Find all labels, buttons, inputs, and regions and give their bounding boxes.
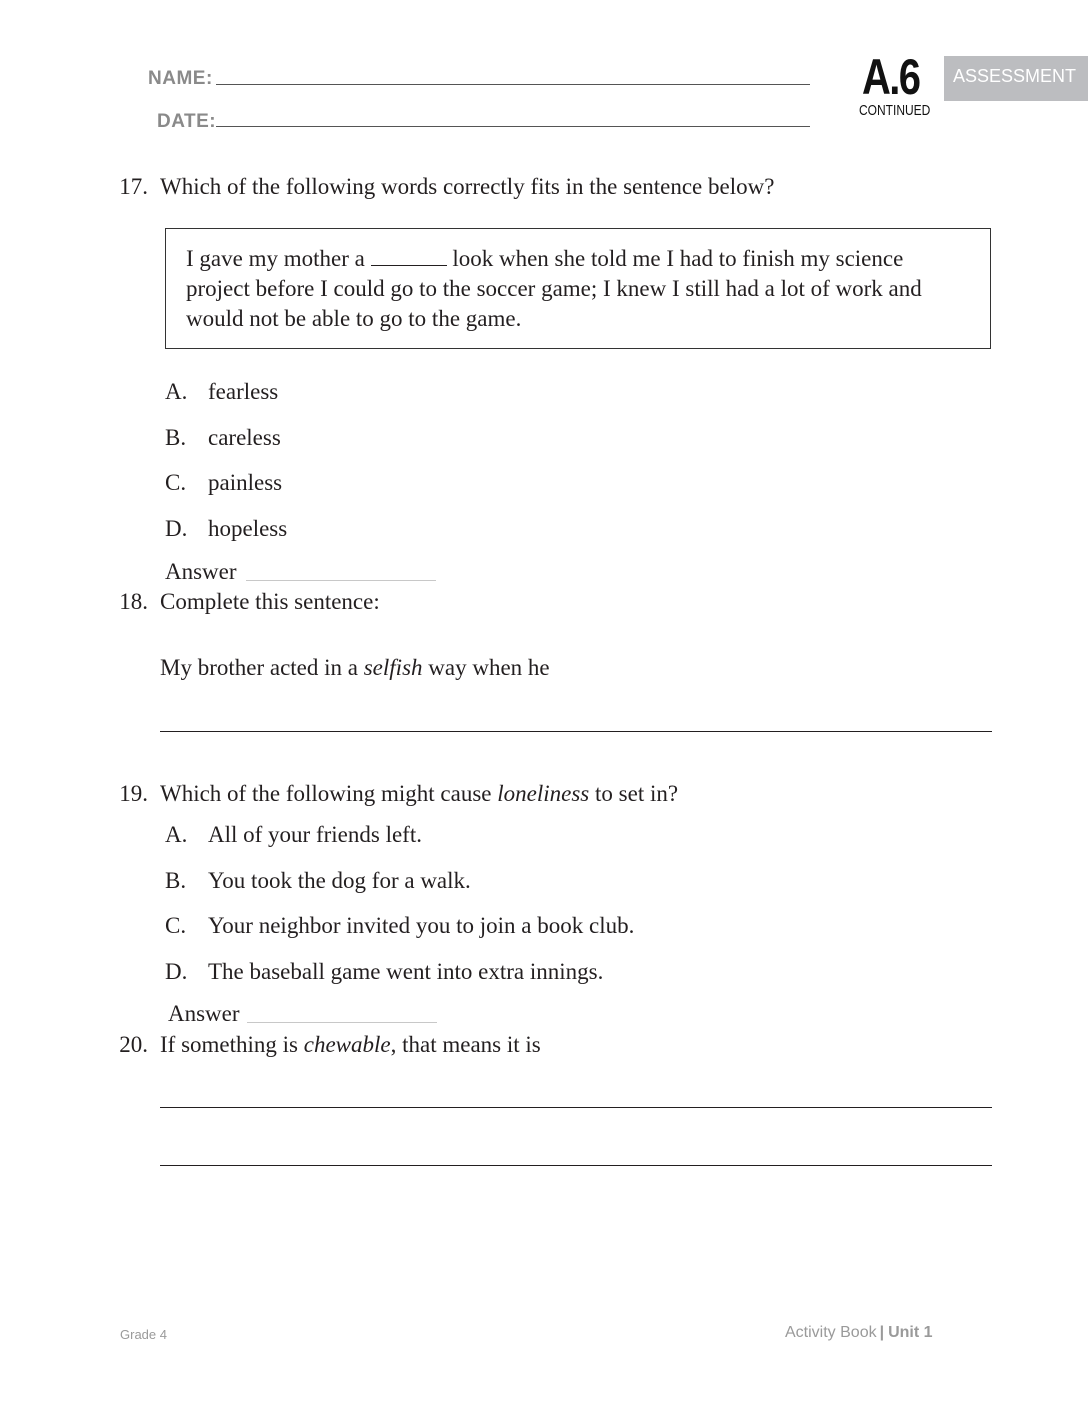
date-line[interactable]: [216, 126, 810, 127]
q18-sentence: [160, 653, 550, 683]
option-letter: B.: [165, 868, 187, 893]
q20-prompt: [160, 1030, 541, 1060]
continued-label: CONTINUED: [859, 102, 931, 119]
option-text: All of your friends left.: [208, 822, 422, 847]
option-text: painless: [208, 470, 283, 495]
option-letter: D.: [165, 516, 188, 541]
footer-grade: Grade 4: [120, 1327, 167, 1342]
option-text: fearless: [208, 379, 279, 404]
q17-blank: [371, 247, 447, 266]
q18-number: 18.: [119, 589, 148, 614]
q20-number: 20.: [119, 1032, 148, 1057]
option-text: The baseball game went into extra innings.: [208, 959, 604, 984]
q17-sentence-box: [165, 228, 991, 349]
footer-separator: |: [879, 1324, 885, 1341]
option-text: careless: [208, 425, 281, 450]
q19-prompt-end: to set in?: [589, 781, 679, 806]
q18-sentence-start: My brother acted in a: [160, 655, 364, 680]
activity-code: A.6: [862, 49, 920, 105]
q19-option-a[interactable]: [165, 820, 422, 850]
q20-prompt-end: , that means it is: [390, 1032, 541, 1057]
option-letter: C.: [165, 470, 187, 495]
option-letter: A.: [165, 379, 188, 404]
assessment-badge: ASSESSMENT: [944, 56, 1088, 101]
q17-option-d[interactable]: [165, 514, 287, 544]
option-text: Your neighbor invited you to join a book club.: [208, 913, 635, 938]
q18-sentence-end: way when he: [422, 655, 550, 680]
date-label: DATE:: [157, 111, 217, 132]
name-line[interactable]: [216, 84, 810, 85]
q19-option-d[interactable]: [165, 957, 603, 987]
option-letter: B.: [165, 425, 187, 450]
q20-italic-word: chewable: [303, 1032, 391, 1057]
option-text: hopeless: [208, 516, 288, 541]
q17-box-line-2: project before I could go to the soccer game; I knew I still had a lot of work and: [186, 276, 922, 301]
q17-option-a[interactable]: [165, 377, 278, 407]
q17-option-b[interactable]: [165, 423, 281, 453]
footer-book-unit: [785, 1324, 933, 1342]
q17-box-line-3: would not be able to go to the game.: [186, 306, 522, 331]
q17-box-text-a: I gave my mother a: [186, 246, 365, 271]
q19-italic-word: loneliness: [497, 781, 590, 806]
option-text: You took the dog for a walk.: [208, 868, 471, 893]
q19-number: 19.: [119, 781, 148, 806]
option-letter: D.: [165, 959, 188, 984]
q19-prompt-start: Which of the following might cause: [160, 781, 498, 806]
q17-box-line-1: [186, 244, 970, 274]
q20-write-line-2[interactable]: [160, 1165, 992, 1166]
option-letter: A.: [165, 822, 188, 847]
q17-box-text-b: look when she told me I had to finish my science: [452, 246, 904, 271]
option-letter: C.: [165, 913, 187, 938]
q19-option-c[interactable]: [165, 911, 634, 941]
q19-answer-line[interactable]: [247, 1022, 437, 1023]
q17-answer-label: Answer: [165, 559, 237, 584]
q18-prompt: Complete this sentence:: [160, 589, 380, 614]
q17-answer-line[interactable]: [246, 580, 436, 581]
q17-number: 17.: [119, 174, 148, 199]
q18-italic-word: selfish: [363, 655, 423, 680]
q19-option-b[interactable]: [165, 866, 471, 896]
footer-book: Activity Book: [785, 1324, 877, 1341]
q20-write-line-1[interactable]: [160, 1107, 992, 1108]
footer-unit: Unit 1: [888, 1324, 933, 1341]
name-label: NAME:: [148, 68, 213, 89]
q17-option-c[interactable]: [165, 468, 282, 498]
q19-prompt: [160, 779, 678, 809]
q20-prompt-start: If something is: [160, 1032, 304, 1057]
q17-prompt: Which of the following words correctly fits in the sentence below?: [160, 174, 775, 199]
q19-answer-label: Answer: [168, 1001, 240, 1026]
q18-write-line[interactable]: [160, 731, 992, 732]
